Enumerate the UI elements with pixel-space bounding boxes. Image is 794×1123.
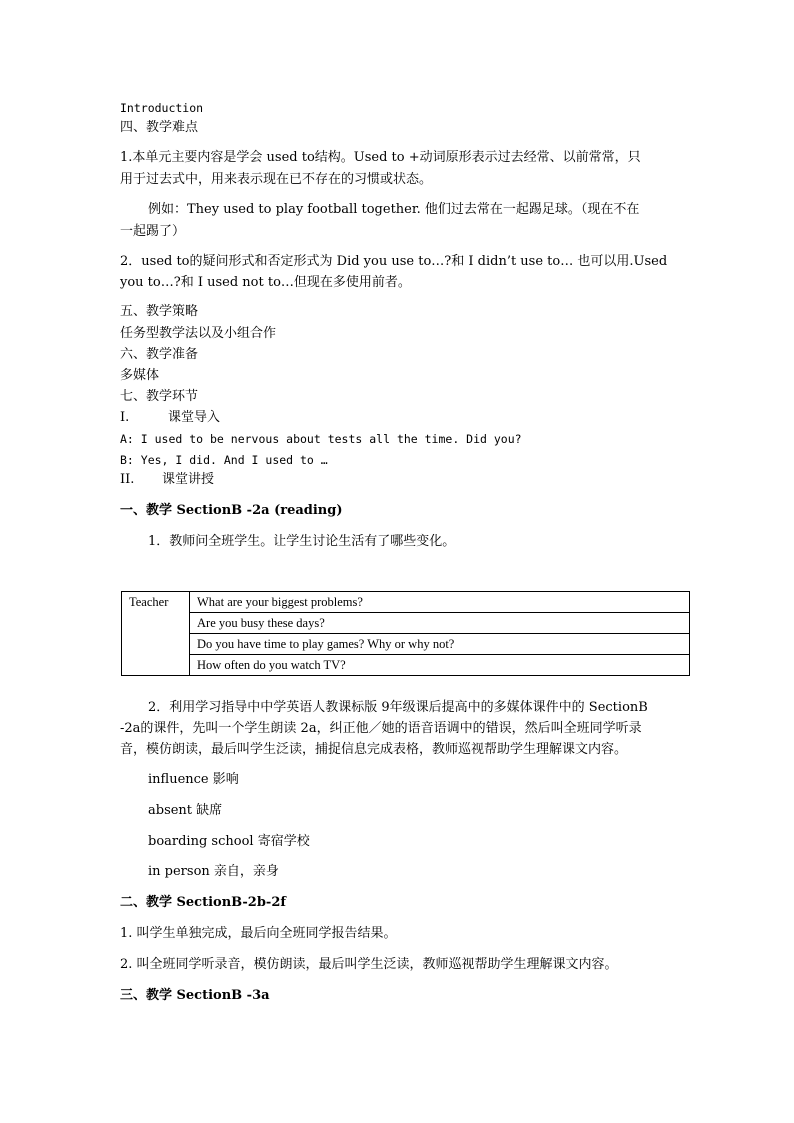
text-line: 音，模仿朗读，最后叫学生泛读，捕捉信息完成表格，教师巡视帮助学生理解课文内容。 [120, 742, 628, 757]
text-line: 1．教师问全班学生。让学生讨论生活有了哪些变化。 [148, 534, 456, 549]
text-line: 1.本单元主要内容是学会 used to结构。Used to +动词原形表示过去经常、以前常常，只 [120, 150, 641, 165]
text-line: 2．used to的疑问形式和否定形式为 Did you use to…?和 I didn’t use to… 也可以用.Used [120, 254, 668, 269]
table-lead-cell: Teacher [122, 592, 190, 676]
section-heading: 五、教学策略 [120, 304, 199, 319]
text-line: 2. 叫全班同学听录音，模仿朗读，最后叫学生泛读，教师巡视帮助学生理解课文内容。 [120, 957, 618, 972]
text-line: 一起踢了） [120, 224, 186, 239]
table-row [122, 655, 690, 676]
text-line: 任务型教学法以及小组合作 [120, 326, 277, 341]
table-cell: What are your biggest problems? [190, 592, 690, 613]
text-line: you to…?和 I used not to…但现在多使用前者。 [120, 275, 411, 290]
vocab-item: in person 亲自，亲身 [148, 864, 279, 879]
table-cell: How often do you watch TV? [190, 655, 690, 676]
vocab-item: influence 影响 [148, 772, 239, 787]
dialogue-line: B: Yes, I did. And I used to … [120, 453, 328, 467]
text-line: Introduction [120, 101, 204, 115]
text-line: 2．利用学习指导中中学英语人教课标版 9年级课后提高中的多媒体课件中的 SectionB [148, 700, 648, 715]
table-row [122, 592, 690, 613]
section-heading: 三、教学 SectionB -3a [120, 988, 270, 1003]
section-heading: 一、教学 SectionB -2a (reading) [120, 503, 343, 518]
text-line: 例如：They used to play football together. 他们过去常在一起踢足球。（现在不在 [148, 202, 640, 217]
text-line: 1. 叫学生单独完成，最后向全班同学报告结果。 [120, 926, 397, 941]
step-title: 课堂讲授 [162, 472, 215, 487]
section-heading: 七、教学环节 [120, 389, 199, 404]
table-row [122, 613, 690, 634]
text-line: -2a的课件，先叫一个学生朗读 2a，纠正他／她的语音语调中的错误，然后叫全班同学听录 [120, 721, 642, 736]
table-cell: Are you busy these days? [190, 613, 690, 634]
vocab-item: boarding school 寄宿学校 [148, 834, 310, 849]
dialogue-line: A: I used to be nervous about tests all the time. Did you? [120, 432, 522, 446]
table-row [122, 634, 690, 655]
step-title: 课堂导入 [168, 410, 221, 425]
vocab-item: absent 缺席 [148, 803, 223, 818]
table-cell: Do you have time to play games? Why or why not? [190, 634, 690, 655]
text-line: 用于过去式中，用来表示现在已不存在的习惯或状态。 [120, 172, 433, 187]
text-line: 多媒体 [120, 368, 160, 383]
questions-table [121, 591, 690, 676]
step-number: I. [120, 410, 130, 425]
section-heading: 六、教学准备 [120, 347, 199, 362]
section-heading: 二、教学 SectionB-2b-2f [120, 895, 286, 910]
step-number: II. [120, 472, 135, 487]
section-heading: 四、教学难点 [120, 120, 199, 135]
